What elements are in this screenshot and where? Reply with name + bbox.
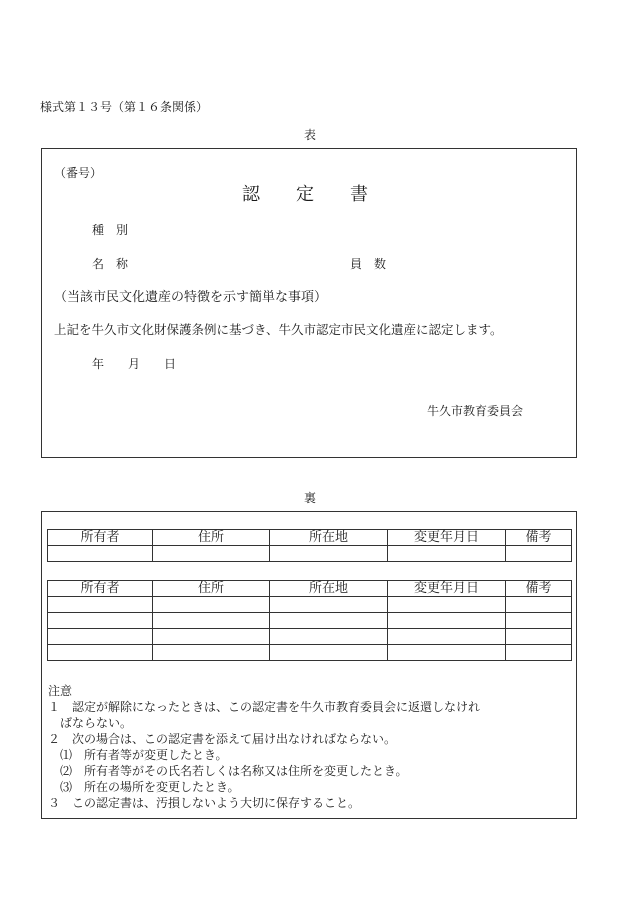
table-cell: [270, 597, 388, 613]
table-cell: [388, 629, 506, 645]
table-row: [48, 613, 572, 629]
note-line: ２ 次の場合は、この認定書を添えて届け出なければならない。: [48, 732, 397, 746]
column-header: 所在地: [270, 581, 388, 597]
table-cell: [48, 597, 153, 613]
certificate-back-box: [41, 511, 577, 819]
table-cell: [153, 613, 270, 629]
table-row: [48, 597, 572, 613]
table-cell: [506, 613, 572, 629]
table-cell: [506, 629, 572, 645]
form-number: 様式第１３号（第１６条関係）: [40, 100, 209, 114]
column-header: 所在地: [270, 530, 388, 546]
number-label: （番号）: [54, 166, 103, 180]
column-header: 変更年月日: [388, 581, 506, 597]
note-line: ３ この認定書は、汚損しないよう大切に保存すること。: [48, 796, 361, 810]
certificate-title: 認 定 書: [242, 184, 368, 205]
column-header: 住所: [153, 581, 270, 597]
ownership-table-1: [47, 529, 572, 562]
back-side-label: 裏: [304, 491, 317, 505]
note-line: ばならない。: [48, 716, 133, 730]
table-row: [48, 629, 572, 645]
table-cell: [388, 613, 506, 629]
column-header: 所有者: [48, 530, 153, 546]
certification-statement: 上記を牛久市文化財保護条例に基づき、牛久市認定市民文化遺産に認定します。: [54, 322, 503, 337]
table-cell: [506, 645, 572, 661]
table-cell: [153, 645, 270, 661]
name-label: 名 称: [92, 257, 129, 271]
table-cell: [270, 645, 388, 661]
table-cell: [270, 613, 388, 629]
table-cell: [388, 645, 506, 661]
column-header: 変更年月日: [388, 530, 506, 546]
date-label: 年 月 日: [92, 357, 177, 371]
note-line: ⑵ 所有者等がその氏名若しくは名称又は住所を変更したとき。: [48, 764, 408, 778]
table-cell: [48, 645, 153, 661]
table-cell: [270, 546, 388, 562]
note-line: ⑴ 所有者等が変更したとき。: [48, 748, 228, 762]
table-cell: [506, 546, 572, 562]
table-row: [48, 546, 572, 562]
table-cell: [388, 546, 506, 562]
certificate-front-box: [41, 148, 577, 458]
front-side-label: 表: [304, 128, 317, 142]
notes-heading: 注意: [48, 684, 73, 698]
column-header: 所有者: [48, 581, 153, 597]
table-cell: [506, 597, 572, 613]
notes-list: [48, 699, 480, 811]
column-header: 住所: [153, 530, 270, 546]
note-line: ⑶ 所在の場所を変更したとき。: [48, 780, 240, 794]
column-header: 備考: [506, 581, 572, 597]
note-line: １ 認定が解除になったときは、この認定書を牛久市教育委員会に返還しなけれ: [48, 700, 481, 714]
table-cell: [48, 629, 153, 645]
ownership-table-2: [47, 580, 572, 661]
table-header-row: [48, 581, 572, 597]
table-cell: [48, 546, 153, 562]
table-cell: [153, 629, 270, 645]
table-cell: [153, 546, 270, 562]
type-label: 種 別: [92, 223, 129, 237]
table-cell: [388, 597, 506, 613]
table-cell: [270, 629, 388, 645]
issuer-name: 牛久市教育委員会: [427, 404, 524, 418]
table-header-row: [48, 530, 572, 546]
table-cell: [48, 613, 153, 629]
column-header: 備考: [506, 530, 572, 546]
features-label: （当該市民文化遺産の特徴を示す簡単な事項）: [54, 290, 328, 305]
table-row: [48, 645, 572, 661]
count-label: 員 数: [350, 257, 387, 271]
table-cell: [153, 597, 270, 613]
